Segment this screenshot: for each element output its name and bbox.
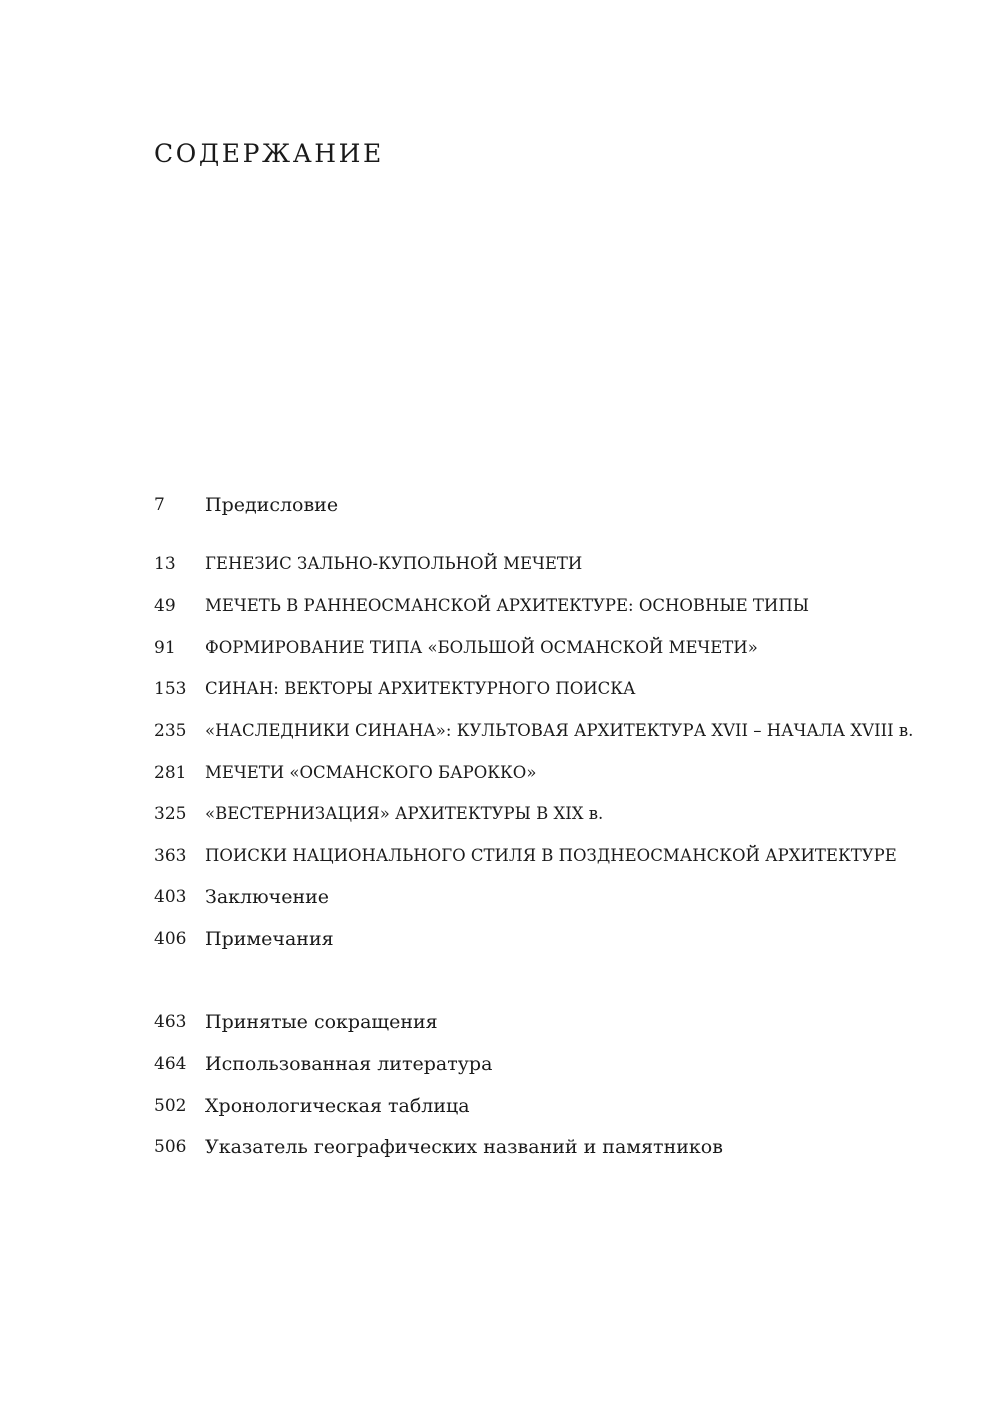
toc-entry-title: ПОИСКИ НАЦИОНАЛЬНОГО СТИЛЯ В ПОЗДНЕОСМАНСКОЙ АРХИТЕКТУРЕ — [205, 846, 897, 865]
toc-page-number: 281 — [154, 763, 187, 783]
toc-entry-title: ГЕНЕЗИС ЗАЛЬНО-КУПОЛЬНОЙ МЕЧЕТИ — [205, 554, 583, 573]
toc-entry-title: Примечания — [205, 928, 334, 950]
toc-entry-title: Заключение — [205, 886, 330, 908]
toc-entry-title: Принятые сокращения — [205, 1011, 438, 1033]
toc-entry-title: «НАСЛЕДНИКИ СИНАНА»: КУЛЬТОВАЯ АРХИТЕКТУРА XVII – НАЧАЛА XVIII в. — [205, 721, 914, 740]
toc-entry-title: МЕЧЕТИ «ОСМАНСКОГО БАРОККО» — [205, 763, 537, 782]
toc-page-number: 91 — [154, 638, 176, 658]
toc-page-number: 49 — [154, 596, 176, 616]
toc-page-number: 363 — [154, 846, 187, 866]
toc-page-number: 464 — [154, 1054, 187, 1074]
toc-page-number: 463 — [154, 1012, 187, 1032]
toc-page-number: 506 — [154, 1137, 187, 1157]
toc-page-number: 7 — [154, 495, 165, 515]
toc-page-number: 325 — [154, 804, 187, 824]
toc-entry-title: МЕЧЕТЬ В РАННЕОСМАНСКОЙ АРХИТЕКТУРЕ: ОСНОВНЫЕ ТИПЫ — [205, 596, 809, 615]
toc-page-number: 13 — [154, 554, 176, 574]
toc-page-number: 235 — [154, 721, 187, 741]
toc-entry-title: «ВЕСТЕРНИЗАЦИЯ» АРХИТЕКТУРЫ В XIX в. — [205, 804, 604, 823]
toc-page-number: 502 — [154, 1096, 187, 1116]
toc-page-number: 403 — [154, 887, 187, 907]
toc-entry-title: ФОРМИРОВАНИЕ ТИПА «БОЛЬШОЙ ОСМАНСКОЙ МЕЧЕТИ» — [205, 638, 758, 657]
toc-entry-title: Хронологическая таблица — [205, 1095, 470, 1117]
toc-page-number: 406 — [154, 929, 187, 949]
page-title: СОДЕРЖАНИЕ — [154, 139, 384, 168]
toc-page-number: 153 — [154, 679, 187, 699]
toc-entry-title: Указатель географических названий и памятников — [205, 1136, 723, 1158]
toc-entry-title: Предисловие — [205, 494, 339, 516]
toc-entry-title: СИНАН: ВЕКТОРЫ АРХИТЕКТУРНОГО ПОИСКА — [205, 679, 636, 698]
toc-entry-title: Использованная литература — [205, 1053, 493, 1075]
